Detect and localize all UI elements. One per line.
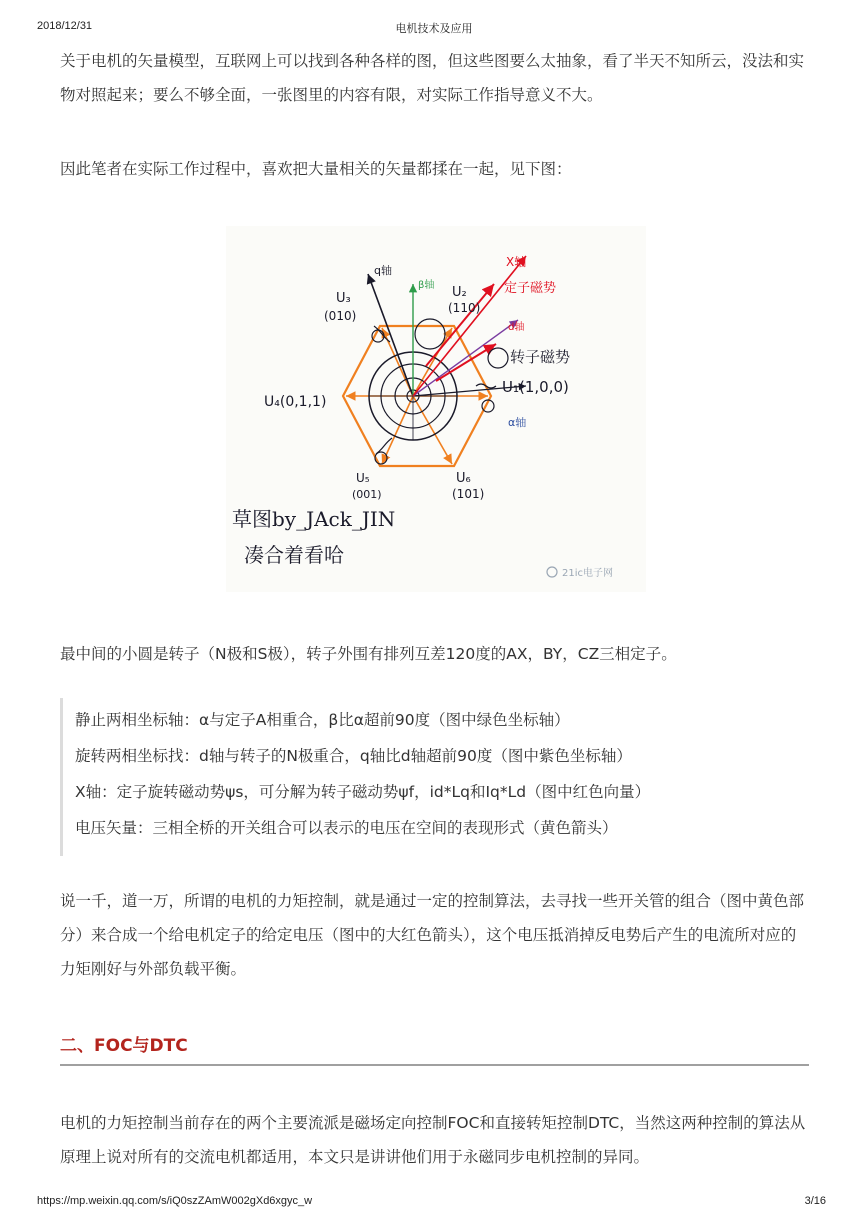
label-u1: U₁(1,0,0) <box>502 378 569 396</box>
svg-text:21ic电子网: 21ic电子网 <box>562 568 614 579</box>
label-u3-code: (010) <box>324 309 357 323</box>
label-u4: U₄(0,1,1) <box>264 394 327 410</box>
rotor-detail-circle <box>415 319 445 349</box>
print-footer-url: https://mp.weixin.qq.com/s/iQ0szZAmW002gXd6xgyc_w <box>37 1195 313 1207</box>
label-q-axis: q轴 <box>374 264 392 277</box>
section-divider <box>60 1064 809 1066</box>
handwritten-note-line2: 凑合着看哈 <box>244 543 344 567</box>
rotor-flux-circle <box>488 348 508 368</box>
handwritten-note-line1: 草图by_JAck_JIN <box>232 507 396 531</box>
label-u6-code: (101) <box>452 487 485 501</box>
section-heading-foc-dtc: 二、FOC与DTC <box>60 1036 188 1056</box>
paragraph-torque-control: 说一千，道一万，所谓的电机的力矩控制，就是通过一定的控制算法，去寻找一些开关管的组合（图中黄色部分）来合成一个给电机定子的给定电压（图中的大红色箭头），这个电压抵消掉反电势后产生的电流所对应的力矩刚好与外部负载平衡。 <box>60 892 805 978</box>
label-rotor-flux: 转子磁势 <box>510 348 571 366</box>
paragraph-rotor-description: 最中间的小圆是转子（N极和S极），转子外围有排列互差120度的AX，BY，CZ三相定子。 <box>60 645 677 663</box>
label-d-axis: d轴 <box>508 322 525 333</box>
paragraph-figure-lead: 因此笔者在实际工作过程中，喜欢把大量相关的矢量都揉在一起，见下图： <box>60 160 572 178</box>
label-u5-code: (001) <box>352 488 382 501</box>
print-header-title: 电机技术及应用 <box>395 22 473 35</box>
paragraph-foc-dtc-intro: 电机的力矩控制当前存在的两个主要流派是磁场定向控制FOC和直接转矩控制DTC，当然这两种控制的算法从原理上说对所有的交流电机都适用，本文只是讲讲他们用于永磁同步电机控制的异同。 <box>60 1114 806 1166</box>
quote-line-x-axis: X轴：定子旋转磁动势ψs，可分解为转子磁动势ψf，id*Lq和Iq*Ld（图中红色向量） <box>75 783 651 801</box>
label-u2-code: (110) <box>448 301 481 315</box>
label-beta-axis: β轴 <box>418 280 435 291</box>
label-u2: U₂ <box>452 285 467 300</box>
motor-vector-sketch <box>226 226 646 592</box>
watermark <box>547 566 613 579</box>
print-page-number: 3/16 <box>804 1195 826 1207</box>
quote-line-rotating-axes: 旋转两相坐标找：d轴与转子的N极重合，q轴比d轴超前90度（图中紫色坐标轴） <box>75 747 632 765</box>
quote-line-voltage-vector: 电压矢量：三相全桥的开关组合可以表示的电压在空间的表现形式（黄色箭头） <box>75 819 618 837</box>
print-date: 2018/12/31 <box>37 20 93 32</box>
label-x-axis: X轴 <box>506 255 527 269</box>
label-alpha-axis: α轴 <box>508 416 527 429</box>
axis-definitions-quote <box>60 698 810 856</box>
label-u5: U₅ <box>356 471 370 485</box>
label-stator-flux: 定子磁势 <box>504 281 557 296</box>
label-u3: U₃ <box>336 291 351 306</box>
quote-line-stationary-axes: 静止两相坐标轴：α与定子A相重合，β比α超前90度（图中绿色坐标轴） <box>75 711 570 729</box>
label-u6: U₆ <box>456 471 471 486</box>
paragraph-intro: 关于电机的矢量模型，互联网上可以找到各种各样的图，但这些图要么太抽象，看了半天不知所云，没法和实物对照起来；要么不够全面，一张图里的内容有限，对实际工作指导意义不大。 <box>60 52 805 104</box>
